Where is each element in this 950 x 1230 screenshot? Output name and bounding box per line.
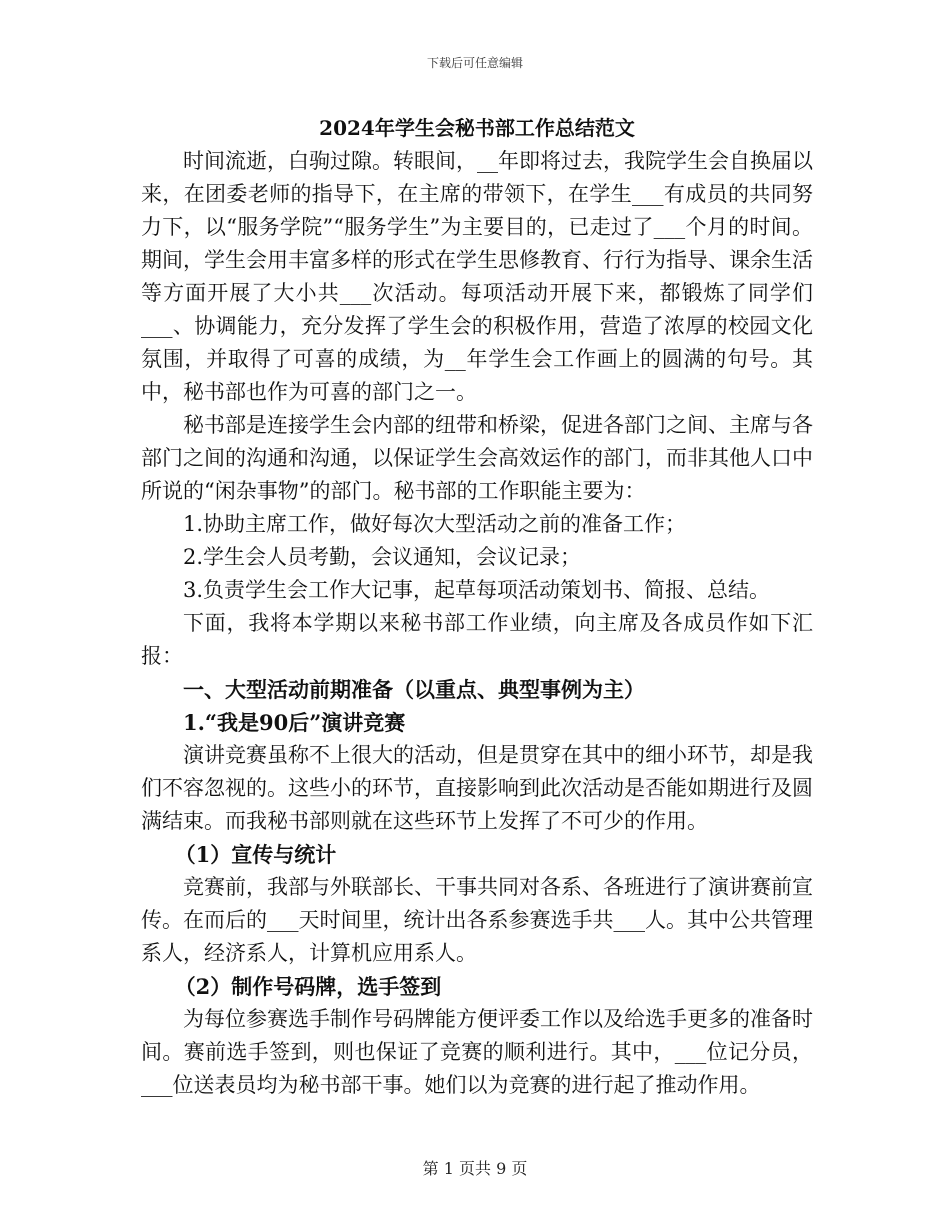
paragraph-speech-contest: 演讲竞赛虽称不上很大的活动，但是贯穿在其中的细小环节，却是我们不容忽视的。这些小的环节，直接影响到此次活动是否能如期进行及圆满结束。而我秘书部则就在这些环节上发挥了不可少的作用。 — [141, 743, 813, 833]
page-number: 第 1 页共 9 页 — [422, 1159, 528, 1178]
paragraph-intro: 时间流逝，白驹过隙。转眼间，__年即将过去，我院学生会自换届以来，在团委老师的指导下，在主席的带领下，在学生___有成员的共同努力下，以“服务学院”“服务学生”为主要目的，已走过了___个月的时间。期间，学生会用丰富多样的形式在学生思修教育、行行为指导、课余生活等方面开展了大小共___次活动。每项活动开展下来，都锻炼了同学们___、协调能力，充分发挥了学生会的积极作用，营造了浓厚的校园文化氛围，并取得了可喜的成绩，为__年学生会工作画上的圆满的句号。其中，秘书部也作为可喜的部门之一。 — [141, 149, 813, 404]
document-body — [141, 112, 813, 1102]
paragraph-report-intro: 下面，我将本学期以来秘书部工作业绩，向主席及各成员作如下汇报： — [141, 611, 813, 668]
duty-item-1: 1.协助主席工作，做好每次大型活动之前的准备工作； — [183, 512, 687, 536]
paragraph-secretariat-role: 秘书部是连接学生会内部的纽带和桥梁，促进各部门之间、主席与各部门之间的沟通和沟通，以保证学生会高效运作的部门，而非其他人口中所说的“闲杂事物”的部门。秘书部的工作职能主要为： — [141, 413, 813, 503]
duty-item-2: 2.学生会人员考勤，会议通知，会议记录； — [183, 545, 582, 569]
subheading-publicity: （1）宣传与统计 — [174, 842, 337, 867]
duty-item-3: 3.负责学生会工作大记事，起草每项活动策划书、简报、总结。 — [183, 578, 771, 602]
subheading-number-cards: （2）制作号码牌，选手签到 — [174, 974, 442, 999]
document-title: 2024年学生会秘书部工作总结范文 — [319, 116, 635, 140]
section-heading-1: 一、大型活动前期准备（以重点、典型事例为主） — [183, 677, 645, 702]
paragraph-publicity: 竞赛前，我部与外联部长、干事共同对各系、各班进行了演讲赛前宣传。在而后的___天时间里，统计出各系参赛选手共___人。其中公共管理系人，经济系人，计算机应用系人。 — [141, 875, 813, 965]
paragraph-number-cards: 为每位参赛选手制作号码牌能方便评委工作以及给选手更多的准备时间。赛前选手签到，则也保证了竞赛的顺利进行。其中，___位记分员，___位送表员均为秘书部干事。她们以为竞赛的进行起了推动作用。 — [141, 1007, 813, 1097]
event-heading-1: 1.“我是90后”演讲竞赛 — [183, 710, 406, 735]
header-note: 下载后可任意编辑 — [426, 56, 523, 70]
